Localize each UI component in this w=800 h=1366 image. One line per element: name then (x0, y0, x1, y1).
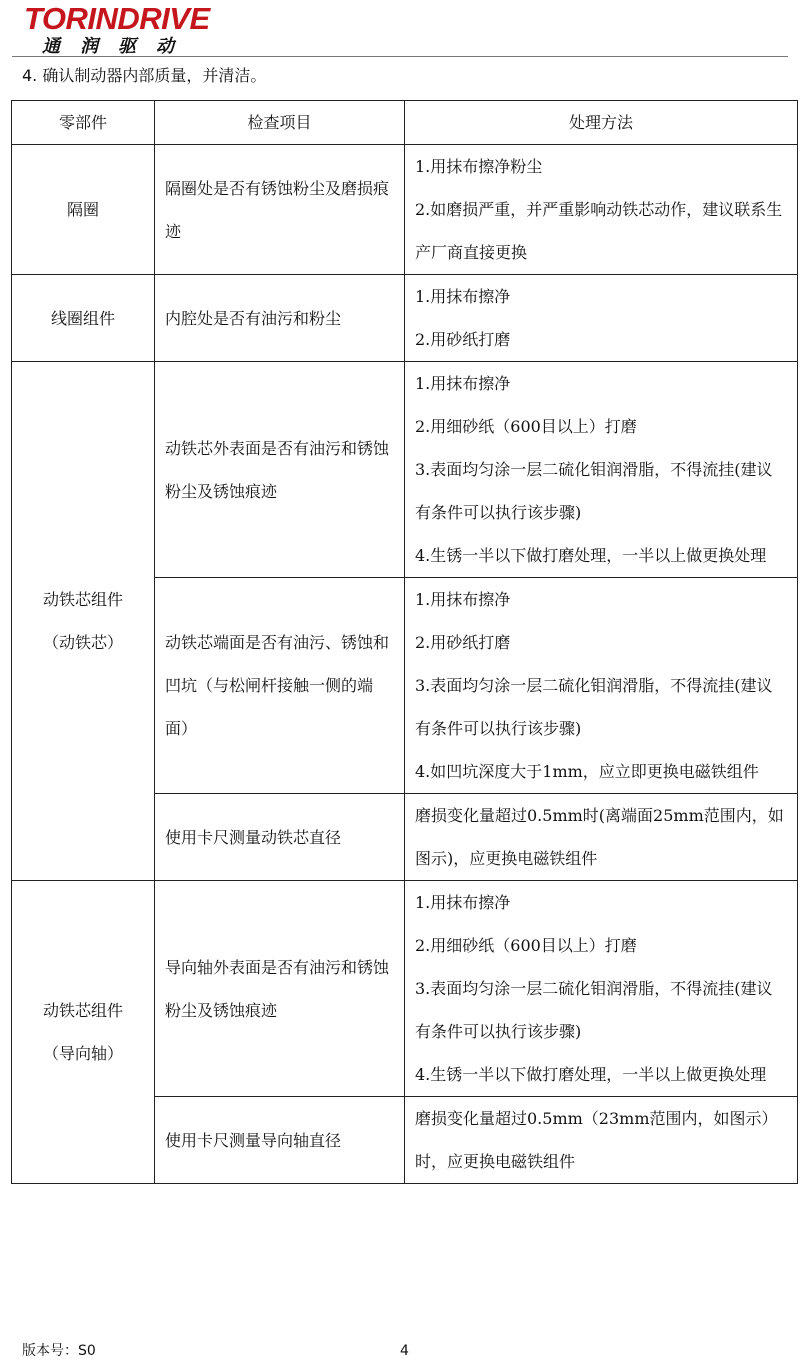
inspection-table (11, 100, 798, 1184)
method-step: 1.用抹布擦净 (415, 893, 511, 912)
check-item-cell: 使用卡尺测量导向轴直径 (155, 1097, 405, 1184)
method-step: 4.如凹坑深度大于1mm，应立即更换电磁铁组件 (415, 762, 759, 781)
check-item-cell: 动铁芯端面是否有油污、锈蚀和凹坑（与松闸杆接触一侧的端面） (155, 578, 405, 794)
method-step: 3.表面均匀涂一层二硫化钼润滑脂，不得流挂(建议有条件可以执行该步骤) (415, 979, 773, 1041)
logo-wordmark: TORINDRIVE (24, 1, 210, 36)
method-cell (405, 1097, 798, 1184)
method-step: 1.用抹布擦净粉尘 (415, 157, 543, 176)
check-item-cell: 内腔处是否有油污和粉尘 (155, 275, 405, 362)
version-label: 版本号：S0 (22, 1343, 96, 1359)
table-row (12, 275, 798, 362)
method-cell (405, 145, 798, 275)
part-name: 线圈组件 (50, 308, 115, 328)
table-row (12, 881, 798, 1097)
method-cell (405, 275, 798, 362)
method-step: 1.用抹布擦净 (415, 590, 511, 609)
method-step: 3.表面均匀涂一层二硫化钼润滑脂，不得流挂(建议有条件可以执行该步骤) (415, 676, 773, 738)
page-number: 4 (400, 1343, 409, 1359)
part-cell (12, 275, 155, 362)
part-subname: （动铁芯） (42, 633, 123, 652)
check-item-cell: 使用卡尺测量动铁芯直径 (155, 794, 405, 881)
table-row (12, 145, 798, 275)
part-cell (12, 145, 155, 275)
part-name: 动铁芯组件 (42, 1001, 123, 1020)
method-cell (405, 578, 798, 794)
part-name: 隔圈 (66, 200, 99, 219)
method-step: 2.用砂纸打磨 (415, 633, 511, 652)
method-cell (405, 881, 798, 1097)
method-step: 1.用抹布擦净 (415, 287, 511, 306)
method-step: 2.用细砂纸（600目以上）打磨 (415, 936, 637, 955)
method-step: 2.用细砂纸（600目以上）打磨 (415, 417, 637, 436)
method-step: 2.如磨损严重，并严重影响动铁芯动作，建议联系生产厂商直接更换 (415, 200, 783, 262)
method-step: 4.生锈一半以下做打磨处理，一半以上做更换处理 (415, 1065, 767, 1084)
company-logo (24, 2, 254, 60)
check-item-cell: 隔圈处是否有锈蚀粉尘及磨损痕迹 (155, 145, 405, 275)
method-cell (405, 794, 798, 881)
header-divider (12, 56, 788, 57)
method-step: 4.生锈一半以下做打磨处理，一半以上做更换处理 (415, 546, 767, 565)
method-step: 磨损变化量超过0.5mm时(离端面25mm范围内，如图示)，应更换电磁铁组件 (415, 806, 784, 868)
column-header-method: 处理方法 (405, 101, 798, 145)
method-step: 2.用砂纸打磨 (415, 330, 511, 349)
part-cell (12, 881, 155, 1184)
check-item-cell: 动铁芯外表面是否有油污和锈蚀粉尘及锈蚀痕迹 (155, 362, 405, 578)
step-title: 4. 确认制动器内部质量，并清洁。 (22, 66, 267, 85)
logo-chinese-name: 通润驱动 (42, 36, 194, 57)
part-subname: （导向轴） (42, 1044, 123, 1063)
method-cell (405, 362, 798, 578)
column-header-part: 零部件 (12, 101, 155, 145)
column-header-check-item: 检查项目 (155, 101, 405, 145)
table-row (12, 362, 798, 578)
method-step: 1.用抹布擦净 (415, 374, 511, 393)
check-item-cell: 导向轴外表面是否有油污和锈蚀粉尘及锈蚀痕迹 (155, 881, 405, 1097)
method-step: 磨损变化量超过0.5mm（23mm范围内，如图示）时，应更换电磁铁组件 (415, 1109, 778, 1171)
part-name: 动铁芯组件 (42, 590, 123, 609)
method-step: 3.表面均匀涂一层二硫化钼润滑脂，不得流挂(建议有条件可以执行该步骤) (415, 460, 773, 522)
table-header-row (12, 101, 798, 145)
part-cell (12, 362, 155, 881)
